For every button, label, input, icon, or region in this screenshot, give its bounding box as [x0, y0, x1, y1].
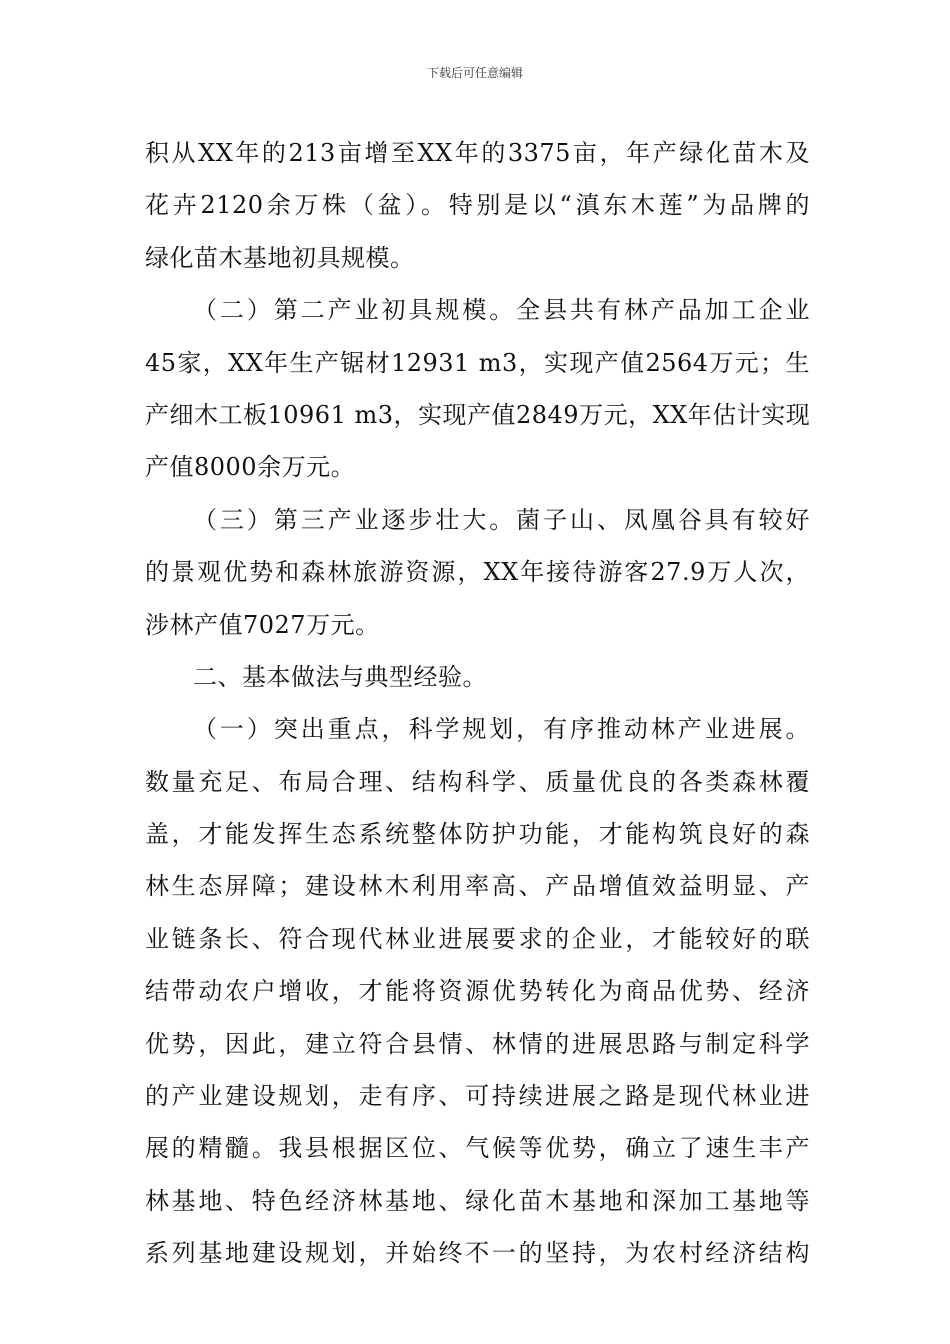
text-line: 45家，XX年生产锯材12931 m3，实现产值2564万元；生: [145, 348, 810, 377]
text-line: 业链条长、符合现代林业进展要求的企业，才能较好的联: [145, 924, 810, 953]
text-line: 产细木工板10961 m3，实现产值2849万元，XX年估计实现: [145, 400, 811, 429]
text-line: 展的精髓。我县根据区位、气候等优势，确立了速生丰产: [145, 1134, 810, 1163]
paragraph-start-line: （二）第二产业初具规模。全县共有林产品加工企业: [193, 296, 810, 325]
text-line: 结带动农户增收，才能将资源优势转化为商品优势、经济: [145, 977, 810, 1006]
text-line: 涉林产值7027万元。: [145, 610, 380, 639]
text-line: 数量充足、布局合理、结构科学、质量优良的各类森林覆: [145, 767, 810, 796]
text-line: 优势，因此，建立符合县情、林情的进展思路与制定科学: [145, 1029, 810, 1058]
text-line: 产值8000余万元。: [145, 453, 356, 482]
text-line: 系列基地建设规划，并始终不一的坚持，为农村经济结构: [145, 1239, 810, 1268]
page-header: 下载后可任意编辑: [426, 66, 523, 80]
paragraph-start-line: （三）第三产业逐步壮大。菌子山、凤凰谷具有较好: [193, 505, 810, 534]
text-line: 绿化苗木基地初具规模。: [145, 243, 415, 272]
section-heading: 二、基本做法与典型经验。: [193, 662, 487, 691]
text-line: 林生态屏障；建设林木利用率高、产品增值效益明显、产: [145, 872, 810, 901]
document-body: [145, 127, 810, 1280]
text-line: 花卉2120余万株（盆）。特别是以“滇东木莲”为品牌的: [145, 191, 810, 220]
text-line: 的景观优势和森林旅游资源，XX年接待游客27.9万人次，: [145, 558, 810, 587]
text-line: 盖，才能发挥生态系统整体防护功能，才能构筑良好的森: [145, 820, 810, 849]
text-line: 林基地、特色经济林基地、绿化苗木基地和深加工基地等: [145, 1186, 810, 1215]
subsection-heading: （一）突出重点，科学规划，有序推动林产业进展。: [193, 715, 810, 744]
text-line: 的产业建设规划，走有序、可持续进展之路是现代林业进: [145, 1082, 810, 1111]
text-line: 积从XX年的213亩增至XX年的3375亩，年产绿化苗木及: [145, 139, 810, 167]
